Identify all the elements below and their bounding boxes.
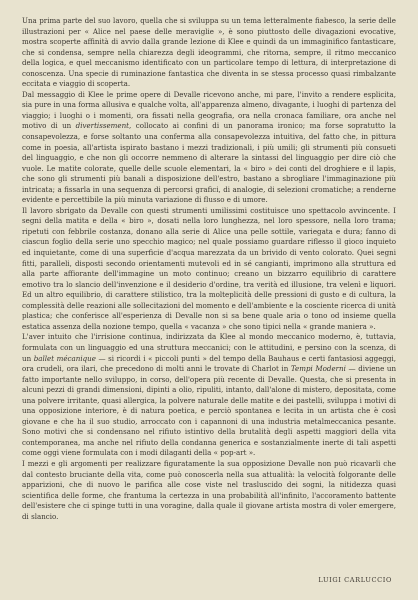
text-run: I mezzi e gli argomenti per realizzare figuratamente la sua opposizione Devalle non può ricavarli che dal contesto bruciante della vita, come può conoscerla nella sua attualità: la velocità folgorante delle apparizioni, che di nuovo le parifica alle cose viste nel trasluscido dei sogni, la nitidezza quasi scientifica delle forme, che frantuma la certezza in una probabilità all'infinito, l'accoramento battente dell'esistere che ci spinge tutti in una voragine, dalla quale il giovane artista mostra di voler emergere, di slancio.	[22, 458, 396, 521]
italic-text: Tempi Moderni	[290, 364, 346, 374]
author-signature: LUIGI CARLUCCIO	[318, 576, 392, 584]
italic-text: ballet mécanique	[33, 353, 96, 363]
text-run: , collocato ai confini di un panorama ironico; ma forse sopratutto la consapevolezza, e forse soltanto una conferma alla consapevolezza intuitiva, del fatto che, in pittura come in poesia, all'artista ispirato bastano i mezzi tradizionali, i più umili; gli strumenti più consueti del linguaggio, e che non gli occorre nemmeno di alterare la sintassi del linguaggio per dire ciò che vuole. Le matite colorate, quelle delle scuole elementari, la « biro » dei conti del droghiere e il lapis, che sono gli strumenti più banali a disposizione dell'estro, bastano a sbrogliare l'immaginazione più intricata; a fissarla in una sequenza di percorsi grafici, di analogie, di selezioni cromatiche; a renderne evidente e percettibile la più minuta variazione di flusso e di umore.	[22, 121, 396, 205]
paragraph	[22, 332, 396, 459]
text-run: — si ricordi i « piccoli punti » del tempo della Bauhaus e certi fantasiosi aggeggi, ora crudeli, ora ilari, che precedono di molti anni le trovate di Charlot in	[22, 353, 396, 374]
essay-body	[22, 16, 396, 522]
italic-text: divertissement	[75, 121, 130, 131]
text-run: — diviene un fatto importante nello sviluppo, in corso, dell'opera più recente di Devalle. Questa, che si presenta in alcuni pezzi di grandi dimensioni, dipinti a olio, ripuliti, intanto, dall'alone di mistero, depositata, come una polvere irritante, quasi allergica, la polvere naturale delle matite e dei pastelli, sviluppa i motivi di una opposizione interiore, è di natura poetica, e perciò spontanea e lecita in un artista che è così giovane e che ha il suo studio, arroccato con i capannoni di una industria metalmeccanica pesante. Sono motivi che si condensano nel rifiuto istintivo della brutalità degli aspetti maggiori della vita contemporanea, ma anche nel rifiuto della condanna generica e sostanzialmente inerte di tali aspetti come oggi viene formulata con i modi dilaganti della « pop-art ».	[22, 364, 397, 458]
paragraph	[22, 16, 396, 90]
text-run: Dal messaggio di Klee le prime opere di Devalle ricevono anche, mi pare, l'invito a rendere esplicita, sia pure in una forma allusiva e qualche volta, all'apparenza almeno, divagante, i luoghi di partenza del viaggio; i luoghi o i momenti, ora fissati nella geografia, ora nella cronaca familiare, ora anche nel motivo di un	[22, 89, 396, 131]
text-run: L'aver intuito che l'irrisione continua, indirizzata da Klee al mondo meccanico moderno, è, tuttavia, formulata con un linguaggio ed una struttura meccanici; con le attitudini, e persino con la scenza, di un	[22, 332, 396, 363]
paragraph	[22, 459, 396, 522]
text-run: Il lavoro sbrigato da Devalle con questi strumenti umilissimi costituisce uno spettacolo avvincente. I segni della matita e della « biro », dosati nella loro lunghezza, nel loro spessore, nella loro trama; ripetuti con febbrile costanza, donano alla serie di Alice una pelle sottile, variegata e dura; fanno di ciascun foglio della serie uno specchio magico; nel quale possiamo guardare riflesso il gioco inquieto ed inquietante, come di una superficie d'acqua marezzata da un brivido di vento colorato. Quei segni fitti, paralleli, disposti secondo orientamenti mutevoli ed in sé cangianti, imprimono alla struttura ed alla parte affiorante dell'immagine un moto continuo; creano un bizzarro equilibrio di carattere emotivo tra lo slancio dell'invenzione e il desiderio d'ordine, tra verità ed illusione, tra velenì e liquori. Ed un altro equilibrio, di carattere stilistico, tra la molteplicità delle pressioni di gusto e di cultura, la complessità delle reazioni alle sollecitazioni del momento e dell'ambiente e la cosciente ricerca di unità plastica; che conferisce all'esperienza di Devalle non si sa bene quale aria o tono od insieme quella estatica assenza della nozione tempo, quella « vacanza » che sono tipici nella « grande maniera ».	[22, 205, 396, 331]
text-run: Una prima parte del suo lavoro, quella che si sviluppa su un tema letteralmente fiabesco, la serie delle illustrazioni per « Alice nel paese delle meraviglie », è sono piuttosto delle divagazioni evocative, mostra scoperte affinità di avvio dalla grande lezione di Klee e quindi da un immaginifico fantasticare, che si condensa, sempre nella chiarezza degli ideogrammi, che ritorna, sempre, il ritmo meccanico della logica, e quel meccanismo identificato con un particolare tempo di lettura, di interpretazione di conoscenza. Una specie di ruminazione fantastica che diventa in se stessa processo quasi rimbalzante eccitata e viaggio di scoperta.	[22, 16, 396, 89]
paragraph	[22, 206, 396, 333]
paragraph	[22, 90, 396, 206]
